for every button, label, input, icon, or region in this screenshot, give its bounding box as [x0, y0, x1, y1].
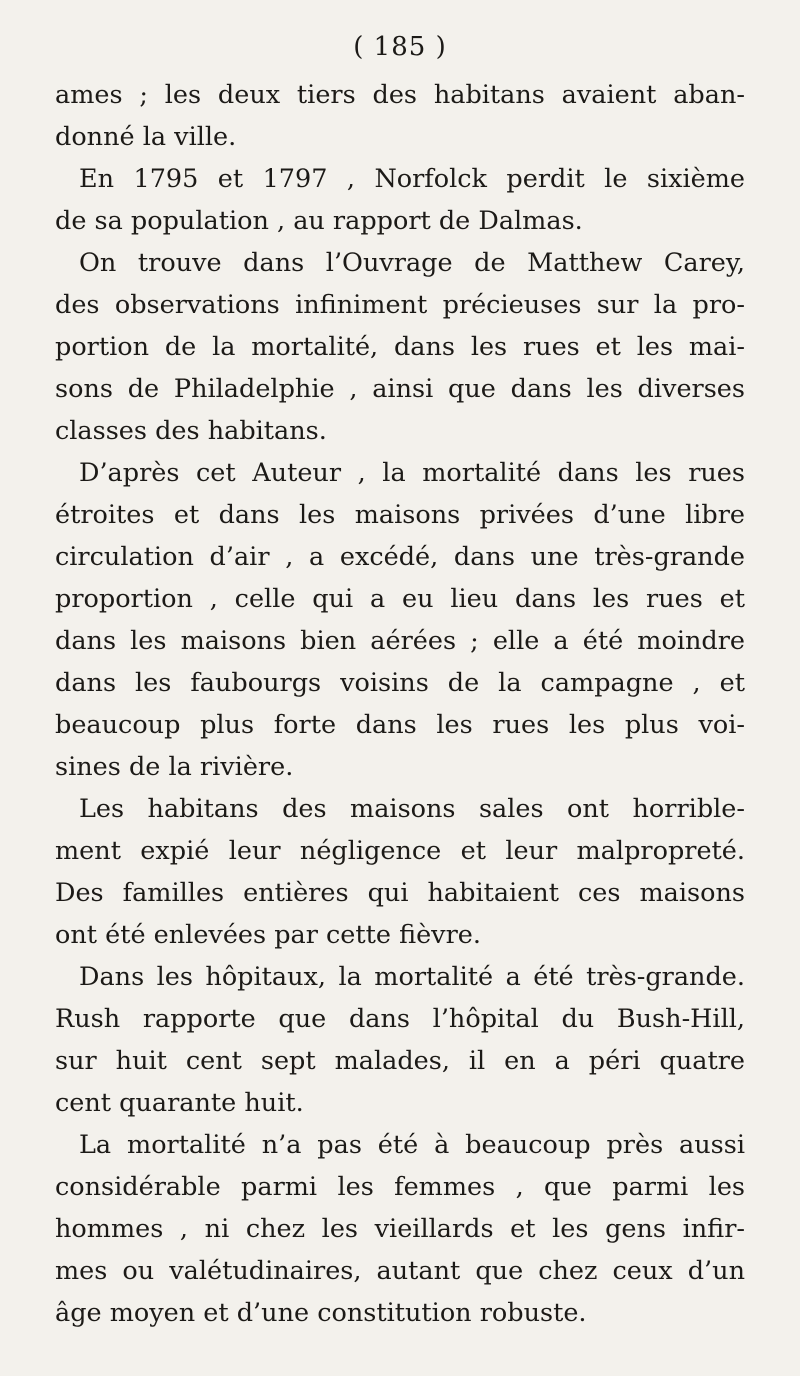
text-line: On trouve dans l’Ouvrage de Matthew Carey, — [79, 248, 745, 278]
text-line: Les habitans des maisons sales ont horrible- — [79, 794, 745, 824]
text-line: Des familles entières qui habitaient ces maisons — [55, 878, 745, 908]
text-line: mes ou valétudinaires, autant que chez ceux d’un — [55, 1256, 745, 1286]
text-line: sines de la rivière. — [55, 752, 294, 782]
text-line: sons de Philadelphie , ainsi que dans les diverses — [55, 374, 745, 404]
text-line: circulation d’air , a excédé, dans une très-grande — [55, 542, 745, 572]
text-line: La mortalité n’a pas été à beaucoup près aussi — [79, 1130, 745, 1160]
text-line: étroites et dans les maisons privées d’une libre — [55, 500, 745, 530]
text-line: considérable parmi les femmes , que parmi les — [55, 1172, 745, 1202]
text-line: Rush rapporte que dans l’hôpital du Bush-Hill, — [55, 1004, 745, 1034]
text-line: sur huit cent sept malades, il en a péri quatre — [55, 1046, 745, 1076]
text-line: de sa population , au rapport de Dalmas. — [55, 206, 583, 236]
page-number: ( 185 ) — [353, 32, 447, 62]
text-line: des observations infiniment précieuses sur la pro- — [55, 290, 745, 320]
text-line: beaucoup plus forte dans les rues les plus voi- — [55, 710, 745, 740]
text-line: En 1795 et 1797 , Norfolck perdit le sixième — [79, 164, 745, 194]
text-line: ont été enlevées par cette fièvre. — [55, 920, 481, 950]
text-line: portion de la mortalité, dans les rues et les mai- — [55, 332, 745, 362]
text-line: hommes , ni chez les vieillards et les gens infir- — [55, 1214, 745, 1244]
text-line: âge moyen et d’une constitution robuste. — [55, 1298, 587, 1328]
page-body — [55, 74, 745, 1334]
text-line: classes des habitans. — [55, 416, 327, 446]
text-line: donné la ville. — [55, 122, 237, 152]
text-line: cent quarante huit. — [55, 1088, 304, 1118]
text-line: Dans les hôpitaux, la mortalité a été très-grande. — [79, 962, 745, 992]
text-line: dans les faubourgs voisins de la campagne , et — [55, 668, 745, 698]
text-line: ames ; les deux tiers des habitans avaient aban- — [55, 80, 745, 110]
text-line: D’après cet Auteur , la mortalité dans les rues — [79, 458, 745, 488]
text-line: ment expié leur négligence et leur malpropreté. — [55, 836, 745, 866]
text-line: dans les maisons bien aérées ; elle a été moindre — [55, 626, 745, 656]
text-line: proportion , celle qui a eu lieu dans les rues et — [55, 584, 745, 614]
